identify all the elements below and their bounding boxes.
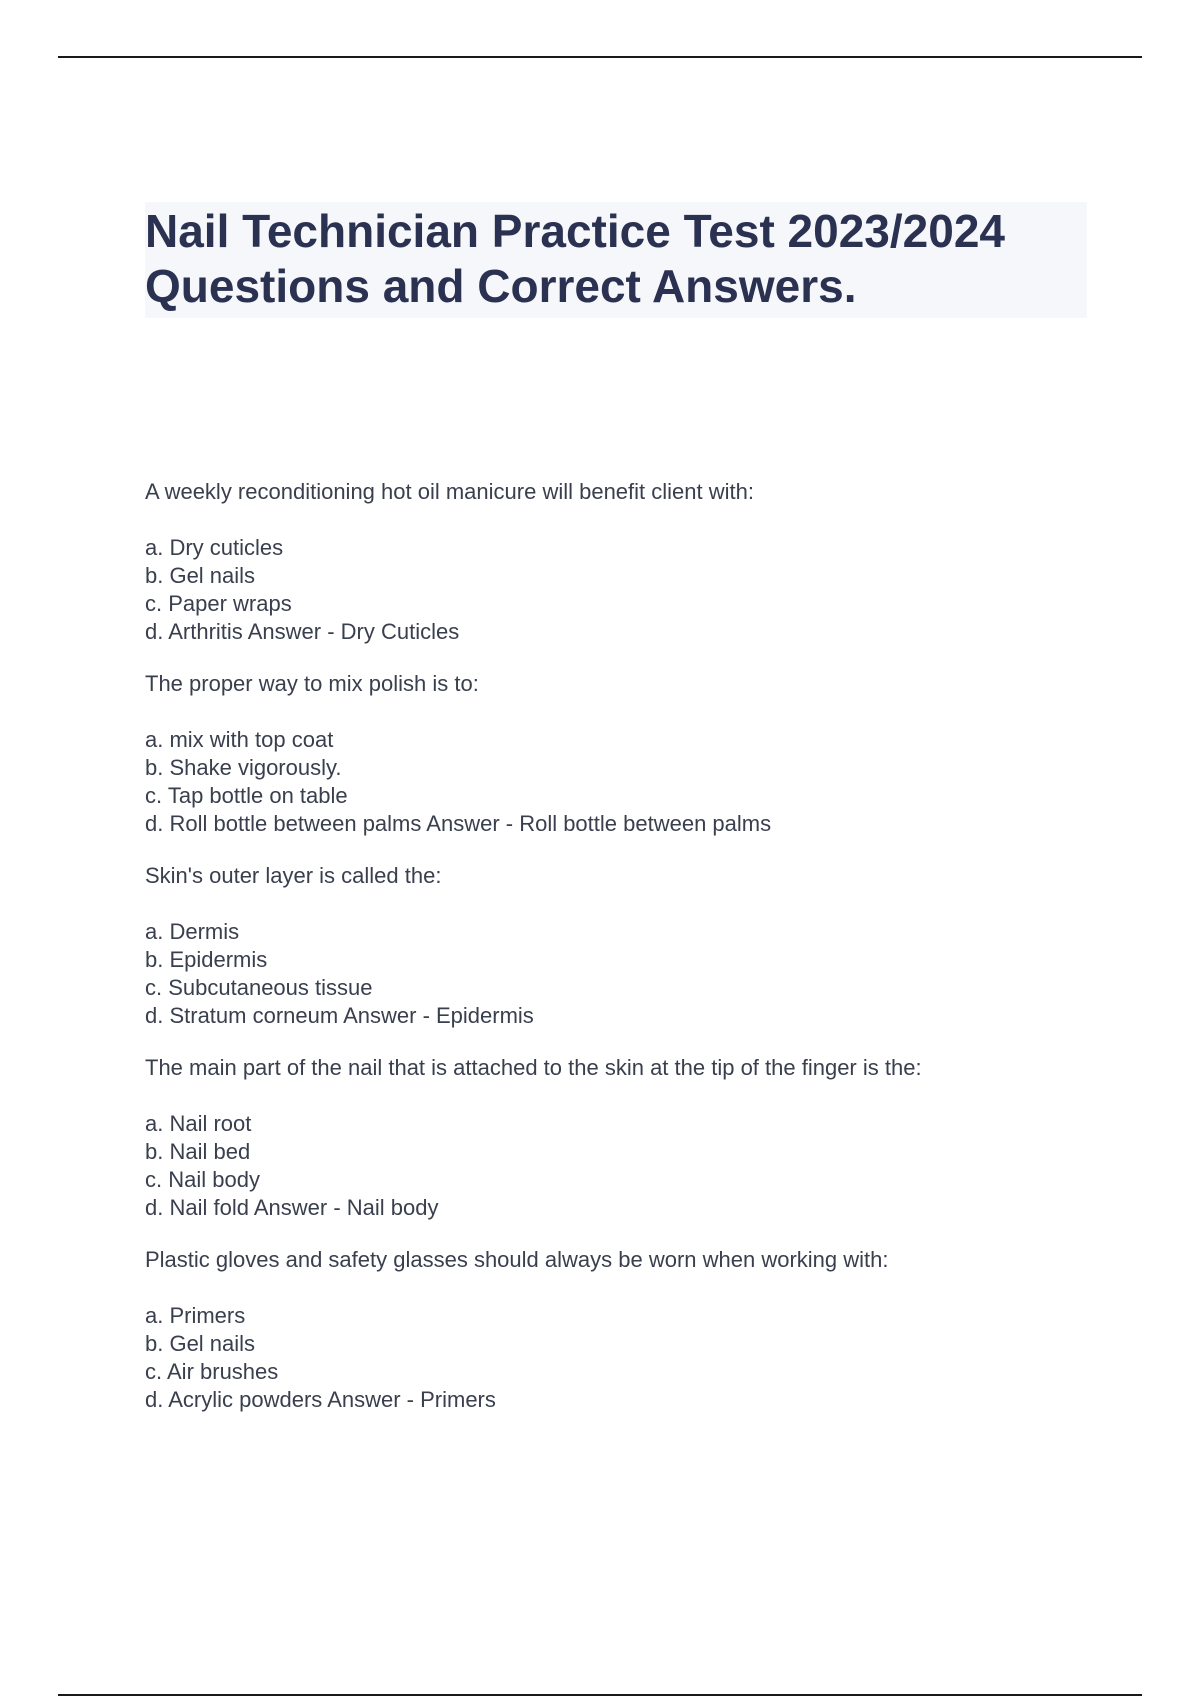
- answer-text: Answer - Roll bottle between palms: [426, 811, 772, 836]
- answer-text: Answer - Nail body: [253, 1195, 439, 1220]
- option-c: c. Nail body: [145, 1167, 260, 1192]
- answer-text: Answer - Dry Cuticles: [247, 619, 460, 644]
- option-b: b. Shake vigorously.: [145, 755, 342, 780]
- title-line-2: Questions and Correct Answers.: [145, 260, 857, 312]
- option-d-with-answer: [145, 1194, 1105, 1222]
- option-d: d. Arthritis: [145, 619, 243, 644]
- answer-text: Answer - Primers: [327, 1387, 496, 1412]
- option-a: a. mix with top coat: [145, 727, 334, 752]
- option-c: c. Tap bottle on table: [145, 783, 348, 808]
- option-d-with-answer: [145, 810, 1105, 838]
- option-c: c. Subcutaneous tissue: [145, 975, 373, 1000]
- option-list: [145, 918, 1105, 1030]
- option-d-with-answer: [145, 1386, 1105, 1414]
- option-c: c. Paper wraps: [145, 591, 292, 616]
- option-c: c. Air brushes: [145, 1359, 279, 1384]
- top-rule: [58, 56, 1142, 58]
- option-b: b. Nail bed: [145, 1139, 251, 1164]
- option-d: d. Nail fold: [145, 1195, 249, 1220]
- question-3: [145, 862, 1105, 1030]
- option-list: [145, 1110, 1105, 1222]
- question-list: [145, 478, 1105, 1438]
- option-list: [145, 1302, 1105, 1414]
- option-list: [145, 534, 1105, 646]
- question-text: Plastic gloves and safety glasses should always be worn when working with:: [145, 1247, 889, 1272]
- option-b: b. Gel nails: [145, 563, 256, 588]
- option-d: d. Acrylic powders: [145, 1387, 323, 1412]
- question-text: Skin's outer layer is called the:: [145, 863, 442, 888]
- question-text: The proper way to mix polish is to:: [145, 671, 479, 696]
- document-title: [145, 202, 1087, 318]
- option-a: a. Primers: [145, 1303, 246, 1328]
- answer-text: Answer - Epidermis: [343, 1003, 534, 1028]
- option-d-with-answer: [145, 1002, 1105, 1030]
- option-b: b. Gel nails: [145, 1331, 256, 1356]
- question-1: [145, 478, 1105, 646]
- bottom-rule: [58, 1694, 1142, 1696]
- question-text: A weekly reconditioning hot oil manicure will benefit client with:: [145, 479, 754, 504]
- option-a: a. Dry cuticles: [145, 535, 284, 560]
- option-a: a. Dermis: [145, 919, 240, 944]
- question-2: [145, 670, 1105, 838]
- question-4: [145, 1054, 1105, 1222]
- option-a: a. Nail root: [145, 1111, 252, 1136]
- option-list: [145, 726, 1105, 838]
- question-5: [145, 1246, 1105, 1414]
- option-d: d. Stratum corneum: [145, 1003, 339, 1028]
- option-d-with-answer: [145, 618, 1105, 646]
- question-text: The main part of the nail that is attached to the skin at the tip of the finger is the:: [145, 1055, 922, 1080]
- option-b: b. Epidermis: [145, 947, 268, 972]
- option-d: d. Roll bottle between palms: [145, 811, 422, 836]
- title-line-1: Nail Technician Practice Test 2023/2024: [145, 205, 1005, 257]
